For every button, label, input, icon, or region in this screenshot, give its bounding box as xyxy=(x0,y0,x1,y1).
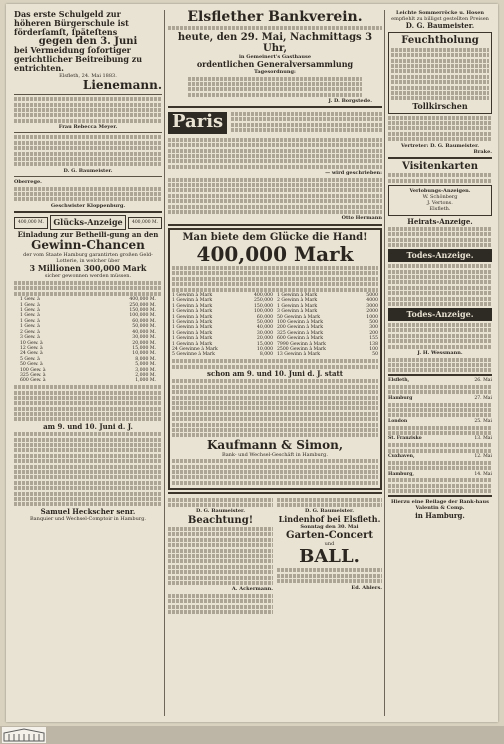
lottery-text: der vom Staate Hamburg garantirten großen Geld-Lotterie, in welcher über xyxy=(23,252,153,265)
ship-row: Hamburg, 14. Mai xyxy=(388,471,492,477)
prize-grid-left xyxy=(172,293,273,358)
text-block xyxy=(168,26,382,30)
table-row: 1 Gewinn à Mark 15,000 xyxy=(172,341,273,347)
prize-table xyxy=(14,297,162,384)
ship-row: St. Franzisko 13. Mai xyxy=(388,436,492,442)
concert-heading: Garten-Concert xyxy=(286,529,373,541)
draw-line: schon am 9. und 10. Juni d. J. statt xyxy=(207,369,343,378)
millions-heading: 3 Millionen 300,000 Mark xyxy=(29,263,147,274)
text-block xyxy=(168,594,273,614)
table-row: 2500 Gewinn à Mark 100 xyxy=(277,347,378,353)
table-row: 13 Gewinn à Mark 50 xyxy=(277,352,378,358)
verlobung-name: W. Schönberg xyxy=(422,194,458,201)
heckscher-sub: Banquier und Wechsel-Comptoir in Hamburg. xyxy=(29,515,147,522)
text-block xyxy=(388,173,492,182)
prize-grid-right xyxy=(277,293,378,358)
summer-ad-line: Leichte Sommerröcke u. Hosen xyxy=(395,10,485,16)
table-row: 1 Gew. à 100,000 M. xyxy=(20,313,156,319)
text-block xyxy=(388,116,492,142)
ship-row: Elsfleth, 26. Mai xyxy=(388,378,492,384)
summer-ad-line: empfiehlt zu billigst gestellten Preisen xyxy=(391,16,489,23)
text-block xyxy=(14,97,162,123)
todes-heading: Todes-Anzeige. xyxy=(388,249,492,262)
notice-line: bei Vermeidung ſofortiger xyxy=(14,45,131,55)
lottery-intro: Einladung zur Betheili-gung an den xyxy=(17,230,159,240)
text-block xyxy=(391,48,489,101)
amount-box: 400,000 M. xyxy=(14,217,48,229)
lottery-text-2: sicher gewonnen werden müssen. xyxy=(44,273,132,280)
bottom-ad-left xyxy=(168,496,273,615)
table-row: 1 Gewinn à Mark 50,000 xyxy=(172,319,273,325)
newspaper-page xyxy=(6,4,498,722)
luck-ad-header xyxy=(14,215,162,231)
table-row: 1 Gewinn à Mark 40,000 xyxy=(172,325,273,331)
verlobung-name: J. Vertons. xyxy=(427,200,453,207)
text-block xyxy=(388,358,492,373)
brake-label: Brake. xyxy=(473,148,492,155)
vertreter-line: Vertreter: D. G. Baumeister. xyxy=(401,142,479,149)
column-rule xyxy=(164,10,165,716)
table-row: 200 Gewinn à Mark 300 xyxy=(277,325,378,331)
table-row: 100 Gew. à 3,000 M. xyxy=(20,367,156,373)
lindenhof-heading: Lindenhof bei Elsfleth. xyxy=(278,513,381,524)
table-row: 1 Gewinn à Mark 5000 xyxy=(277,292,378,298)
luck-ad-title: Glücks-Anzeige xyxy=(50,215,126,230)
kaufmann-sub: Bank- und Wechsel-Geschäft in Hamburg. xyxy=(222,451,328,458)
notice-line: gegen den 3. Juni xyxy=(38,36,138,47)
text-block xyxy=(388,385,492,394)
scan-footer xyxy=(0,726,504,744)
table-row: 2 Gew. à 40,000 M. xyxy=(20,329,156,335)
table-row: 100 Gewinn à Mark 500 xyxy=(277,319,378,325)
ahlers-signature: Ed. Ahlers. xyxy=(351,584,382,591)
agenda-title: Tagesordnung: xyxy=(254,68,296,75)
ship-row: London 25. Mai xyxy=(388,418,492,424)
hamburg-label: in Hamburg. xyxy=(415,510,465,520)
text-block xyxy=(388,478,492,493)
lienemann-name: Lienemann. xyxy=(82,78,162,93)
table-row: 10 Gew. à 20,000 M. xyxy=(20,340,156,346)
table-row: 24 Gewinne à Mark 10,000 xyxy=(172,347,273,353)
notice-line: Das erste Schulgeld zur xyxy=(14,10,121,19)
text-block xyxy=(388,227,492,247)
heirat-heading: Heirats-Anzeige. xyxy=(407,216,473,226)
text-block xyxy=(168,77,382,97)
bottom-ads xyxy=(168,496,382,615)
ball-heading: BALL. xyxy=(299,546,360,568)
table-row: 325 Gewinn à Mark 200 xyxy=(277,330,378,336)
und-label: und xyxy=(324,540,335,547)
text-block xyxy=(277,498,382,507)
ship-row: Cuxhaven, 12. Mai xyxy=(388,453,492,459)
baumeister-signature: D. G. Baumeister. xyxy=(63,167,113,174)
notice-line: förderſamſt, ſpäteſtens xyxy=(14,27,118,37)
notice-line: gerichtlicher Beitreibung zu xyxy=(14,54,143,64)
text-block xyxy=(388,461,492,470)
meeting-type: ordentlichen Generalversammlung xyxy=(196,58,354,69)
table-row: 3 Gewinn à Mark 2000 xyxy=(277,309,378,315)
table-row: 600 Gewinn à Mark 155 xyxy=(277,336,378,342)
meeting-date: heute, den 29. Mai, Nachmittags 3 Uhr, xyxy=(177,31,373,54)
prize-grid xyxy=(172,293,378,358)
library-building-icon xyxy=(2,727,46,743)
text-block xyxy=(172,459,378,485)
table-row: 50 Gewinn à Mark 1000 xyxy=(277,314,378,320)
column-middle xyxy=(168,10,382,716)
table-row: 5 Gew. à 8,000 M. xyxy=(20,356,156,362)
text-block xyxy=(14,187,162,202)
signer-name: Otto Hermann xyxy=(341,215,382,222)
draw-dates: am 9. und 10. Juni d. J. xyxy=(43,421,133,431)
column-left xyxy=(14,10,162,716)
text-block xyxy=(168,498,273,507)
table-row: 5 Gewinne à Mark 8,000 xyxy=(172,352,273,358)
kaufmann-name: Kaufmann & Simon, xyxy=(206,437,344,452)
verlobung-place: Elsfleth. xyxy=(429,206,451,213)
feuchtholung-heading: Feuchtholung xyxy=(401,35,479,47)
text-block xyxy=(14,385,162,421)
text-block xyxy=(172,266,378,292)
table-row: 600 Gew. à 1,000 M. xyxy=(20,378,156,384)
notice-line: entrichten. xyxy=(14,63,64,73)
big-amount: 400,000 Mark xyxy=(196,241,354,266)
text-block xyxy=(231,110,382,136)
paris-ad xyxy=(168,110,382,136)
verlobung-box xyxy=(388,185,492,216)
table-row: 1 Gewinn à Mark 30,000 xyxy=(172,330,273,336)
column-rule xyxy=(384,10,385,716)
gewinn-chancen: Gewinn-Chancen xyxy=(31,238,145,253)
geschwister-signature: Geschwister Kloppenburg. xyxy=(50,202,126,209)
text-block xyxy=(14,432,162,506)
heckscher-name: Samuel Heckscher senr. xyxy=(40,506,136,516)
school-fee-notice xyxy=(14,10,162,73)
notice-line: höheren Bürgerschule ist xyxy=(14,18,129,28)
table-row: 3 Gew. à 30,000 M. xyxy=(20,335,156,341)
sunday-line: Sonntag den 30. Mai xyxy=(300,523,359,530)
column-right xyxy=(388,10,492,716)
text-block xyxy=(168,527,273,585)
wessmann-signature: J. H. Wessmann. xyxy=(417,349,463,356)
verlobung-heading: Verlobungs-Anzeigen. xyxy=(409,187,471,194)
meyer-signature: Frau Rebecca Meyer. xyxy=(58,124,118,131)
text-block xyxy=(14,281,162,296)
table-row: 1 Gew. à 60,000 M. xyxy=(20,318,156,324)
table-row: 1 Gew. à 400,000 M. xyxy=(20,297,156,303)
director-signature: J. D. Borgstede. xyxy=(328,98,372,105)
text-block xyxy=(388,426,492,435)
table-row: 1 Gew. à 150,000 M. xyxy=(20,308,156,314)
baumeister-small: D. G. Baumeister. xyxy=(305,508,354,515)
table-row: 50 Gew. à 5,000 M. xyxy=(20,362,156,368)
table-row: 1 Gewinn à Mark 100,000 xyxy=(172,309,273,315)
text-block xyxy=(388,264,492,306)
table-row: 1 Gew. à 50,000 M. xyxy=(20,324,156,330)
table-row: 1 Gewinn à Mark 150,000 xyxy=(172,303,273,309)
ackermann-signature: A. Ackermann. xyxy=(231,586,273,593)
baumeister-right: D. G. Baumeister. xyxy=(405,21,475,31)
school-signature: Elsfleth, 24. Mai 1883. xyxy=(59,73,117,79)
supplement-note: Hierzu eine Beilage der Bank-haus Valentin & Comp. xyxy=(391,499,489,512)
table-row: 2 Gewinn à Mark 4000 xyxy=(277,298,378,304)
text-block xyxy=(388,403,492,418)
text-block xyxy=(172,359,378,368)
bottom-ad-right xyxy=(277,496,382,615)
table-row: 1 Gewinn à Mark 20,000 xyxy=(172,336,273,342)
table-row: 1 Gew. à 250,000 M. xyxy=(20,302,156,308)
text-block xyxy=(168,138,382,169)
text-block xyxy=(172,379,378,437)
text-block xyxy=(388,443,492,452)
oberrege-label: Oberrege. xyxy=(14,178,42,185)
text-block xyxy=(277,568,382,583)
table-row: 1 Gewinn à Mark 250,000 xyxy=(172,298,273,304)
amount-box: 400,000 M. xyxy=(128,217,162,229)
text-block xyxy=(388,323,492,349)
luck-ad xyxy=(168,228,382,491)
table-row: 1 Gewinn à Mark 60,000 xyxy=(172,314,273,320)
visiting-cards-heading: Visitenkarten xyxy=(402,161,478,173)
table-row: 12 Gew. à 15,000 M. xyxy=(20,345,156,351)
bankverein-title: Elsflether Bankverein. xyxy=(187,10,363,25)
ship-news xyxy=(388,378,492,493)
tollkirschen-heading: Tollkirschen xyxy=(412,100,468,111)
table-row: 24 Gew. à 10,000 M. xyxy=(20,351,156,357)
bought-heading: — wird geschrieben: xyxy=(325,170,382,177)
table-row: 1 Gewinn à Mark 3000 xyxy=(277,303,378,309)
table-row: 1 Gewinn à Mark 400,000 xyxy=(172,292,273,298)
meeting-place: in Gemeinert's Gasthause xyxy=(238,53,312,60)
text-block xyxy=(14,135,162,166)
paris-label: Paris xyxy=(168,112,227,134)
text-block xyxy=(168,178,382,214)
table-row: 7990 Gewinn à Mark 138 xyxy=(277,341,378,347)
luck-heading: Man biete dem Glücke die Hand! xyxy=(182,231,368,243)
baumeister-small: D. G. Baumeister. xyxy=(196,508,245,515)
todes-heading: Todes-Anzeige. xyxy=(388,308,492,321)
beachtung-heading: Beachtung! xyxy=(187,514,254,526)
table-row: 325 Gew. à 2,000 M. xyxy=(20,372,156,378)
feuchtholung-ad xyxy=(388,32,492,113)
ship-row: Hamburg 27. Mai xyxy=(388,395,492,401)
